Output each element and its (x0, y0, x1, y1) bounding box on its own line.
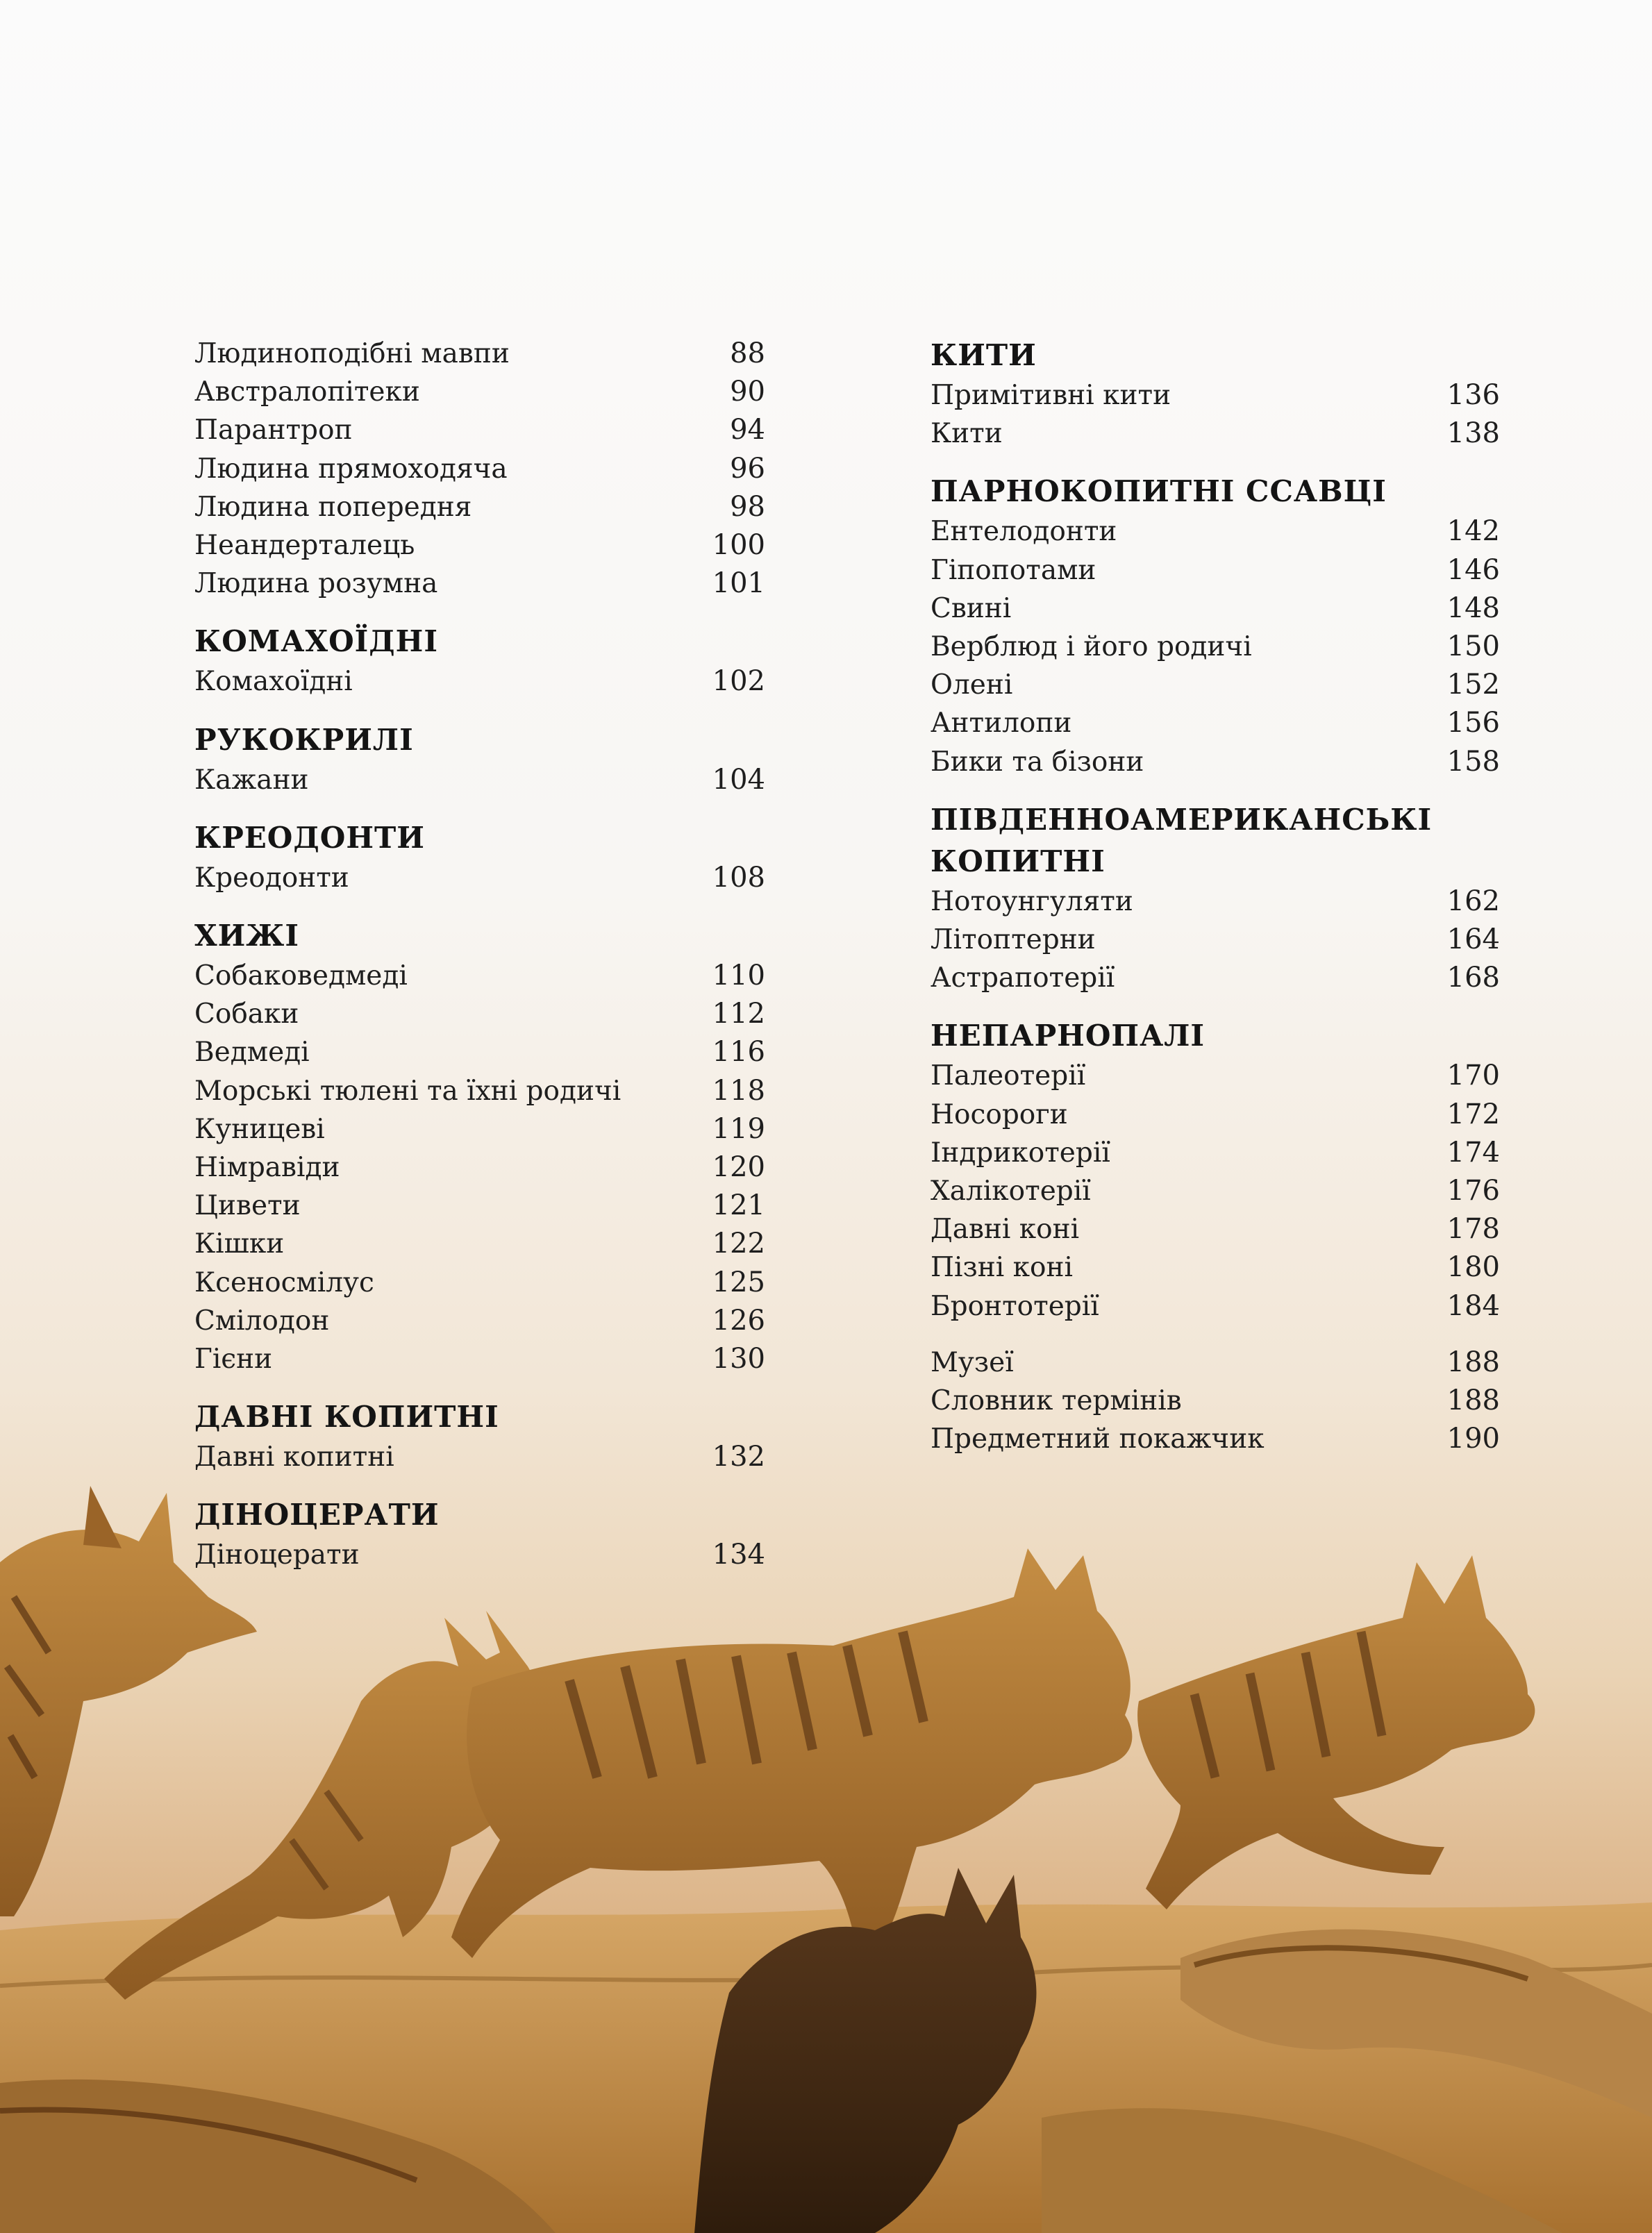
page-number: 90 (730, 376, 765, 408)
page-number: 119 (712, 1112, 765, 1145)
toc-entry[interactable] (194, 1340, 765, 1378)
page-number: 170 (1446, 1060, 1500, 1092)
entry-label: Собаки (194, 998, 299, 1030)
toc-entry[interactable] (931, 376, 1500, 415)
page-number: 164 (1446, 923, 1500, 956)
toc-entry[interactable] (194, 957, 765, 995)
page-number: 118 (712, 1074, 765, 1107)
page-number: 120 (712, 1151, 765, 1184)
toc-entry[interactable] (931, 666, 1500, 704)
toc-entry[interactable] (194, 1187, 765, 1225)
page-number: 176 (1446, 1175, 1500, 1207)
entry-label: Давні коні (931, 1214, 1080, 1246)
toc-entry[interactable] (194, 1438, 765, 1476)
toc-section (931, 1344, 1500, 1459)
toc-section (931, 471, 1500, 780)
toc-entry[interactable] (194, 526, 765, 564)
section-title: ХИЖІ (194, 919, 300, 953)
entry-label: Кішки (194, 1228, 285, 1260)
toc-entry[interactable] (194, 1072, 765, 1110)
page-number: 112 (712, 998, 765, 1030)
entry-label: Парантроп (194, 415, 353, 446)
page-number: 172 (1446, 1098, 1500, 1130)
toc-entry[interactable] (194, 1264, 765, 1302)
toc-entry[interactable] (931, 743, 1500, 781)
entry-label: Діноцерати (194, 1539, 360, 1571)
toc-entry[interactable] (194, 564, 765, 603)
page-number: 162 (1446, 885, 1500, 917)
toc-section (194, 817, 765, 897)
page-number: 104 (712, 763, 765, 796)
entry-label: Свині (931, 592, 1012, 624)
entry-label: Словник термінів (931, 1385, 1182, 1417)
entry-label: Палеотерії (931, 1060, 1086, 1092)
hyena-center-icon (451, 1548, 1132, 1965)
page-number: 122 (712, 1228, 765, 1260)
entry-label: Ведмеді (194, 1037, 310, 1069)
toc-entry[interactable] (194, 761, 765, 799)
section-title: КИТИ (931, 338, 1037, 372)
page-number: 116 (712, 1036, 765, 1069)
entry-label: Морські тюлені та їхні родичі (194, 1075, 621, 1107)
page-number: 190 (1446, 1423, 1500, 1455)
toc-entry[interactable] (931, 959, 1500, 997)
entry-label: Примітивні кити (931, 380, 1171, 411)
toc-entry[interactable] (194, 335, 765, 373)
entry-label: Носороги (931, 1098, 1068, 1130)
toc-entry[interactable] (931, 628, 1500, 666)
toc-entry[interactable] (194, 1110, 765, 1148)
page-number: 88 (730, 337, 765, 369)
entry-label: Людина розумна (194, 568, 438, 600)
entry-label: Комахоїдні (194, 666, 353, 698)
entry-label: Музеї (931, 1346, 1014, 1378)
section-title: ДІНОЦЕРАТИ (194, 1498, 440, 1532)
toc-section (194, 915, 765, 1378)
entry-label: Куницеві (194, 1113, 325, 1145)
section-title: ПАРНОКОПИТНІ ССАВЦІ (931, 474, 1387, 509)
toc-entry[interactable] (931, 1057, 1500, 1095)
toc-entry[interactable] (931, 1344, 1500, 1382)
toc-entry[interactable] (194, 859, 765, 897)
entry-label: Олені (931, 669, 1013, 701)
toc-section (194, 1396, 765, 1476)
section-title: КРЕОДОНТИ (194, 820, 425, 855)
page-number: 125 (712, 1266, 765, 1298)
entry-label: Креодонти (194, 862, 349, 894)
entry-label: Астрапотерії (931, 962, 1115, 994)
page-number: 98 (730, 490, 765, 523)
section-title: ПІВДЕННОАМЕРИКАНСЬКІ КОПИТНІ (931, 802, 1433, 878)
entry-label: Кажани (194, 764, 309, 796)
page-number: 188 (1446, 1346, 1500, 1378)
page-number: 94 (730, 414, 765, 446)
entry-label: Ентелодонти (931, 516, 1117, 548)
entry-label: Предметний покажчик (931, 1423, 1265, 1455)
toc-entry[interactable] (194, 1302, 765, 1340)
toc-entry[interactable] (931, 883, 1500, 921)
entry-label: Давні копитні (194, 1441, 394, 1473)
entry-label: Австралопітеки (194, 376, 420, 408)
page-number: 184 (1446, 1289, 1500, 1322)
entry-label: Кити (931, 418, 1003, 450)
hyena-right-icon (1137, 1555, 1535, 1909)
toc-entry[interactable] (931, 1096, 1500, 1134)
toc-entry[interactable] (931, 1382, 1500, 1420)
page-number: 121 (712, 1189, 765, 1222)
page-number: 136 (1446, 379, 1500, 411)
toc-entry[interactable] (931, 415, 1500, 453)
entry-label: Собаковедмеді (194, 960, 408, 992)
page-number: 130 (712, 1343, 765, 1375)
toc-entry[interactable] (931, 1210, 1500, 1248)
page-number: 134 (712, 1539, 765, 1571)
page-number: 168 (1446, 962, 1500, 994)
entry-label: Ксеносмілус (194, 1266, 374, 1298)
page-number: 96 (730, 452, 765, 485)
page-number: 110 (712, 960, 765, 992)
toc-column-left (194, 335, 765, 1575)
toc-column-right (931, 335, 1500, 1458)
entry-label: Німравіди (194, 1152, 340, 1184)
page-number: 132 (712, 1441, 765, 1473)
entry-label: Літоптерни (931, 924, 1096, 956)
toc-entry[interactable] (931, 1248, 1500, 1287)
toc-section (194, 719, 765, 799)
page-number: 148 (1446, 592, 1500, 624)
page-number: 126 (712, 1304, 765, 1337)
toc-entry[interactable] (931, 1134, 1500, 1172)
toc-entry[interactable] (194, 1225, 765, 1263)
entry-label: Пізні коні (931, 1252, 1073, 1284)
page-number: 174 (1446, 1136, 1500, 1169)
page-number: 188 (1446, 1385, 1500, 1417)
section-title: КОМАХОЇДНІ (194, 624, 438, 659)
section-title: ДАВНІ КОПИТНІ (194, 1400, 499, 1435)
toc-entry[interactable] (194, 411, 765, 449)
toc-entry[interactable] (194, 373, 765, 411)
toc-section (194, 621, 765, 701)
toc-entry[interactable] (194, 450, 765, 488)
page-number: 180 (1446, 1251, 1500, 1284)
toc-entry[interactable] (931, 704, 1500, 742)
page-number: 178 (1446, 1213, 1500, 1246)
entry-label: Верблюд і його родичі (931, 631, 1252, 663)
section-title: НЕПАРНОПАЛІ (931, 1019, 1205, 1053)
page-number: 138 (1446, 417, 1500, 450)
entry-label: Смілодон (194, 1305, 330, 1337)
toc-entry[interactable] (931, 1172, 1500, 1210)
page-number: 101 (712, 567, 765, 600)
entry-label: Бронтотерії (931, 1290, 1099, 1322)
entry-label: Цивети (194, 1190, 301, 1222)
entry-label: Неандерталець (194, 530, 415, 562)
toc-section (194, 335, 765, 603)
page-number: 142 (1446, 515, 1500, 548)
page-number: 108 (712, 861, 765, 894)
entry-label: Бики та бізони (931, 746, 1144, 778)
section-title: РУКОКРИЛІ (194, 722, 414, 757)
toc-entry[interactable] (931, 512, 1500, 551)
page-number: 152 (1446, 669, 1500, 701)
toc-entry[interactable] (931, 551, 1500, 589)
toc-entry[interactable] (194, 488, 765, 526)
toc-entry[interactable] (194, 1033, 765, 1071)
page-number: 150 (1446, 630, 1500, 663)
page-number: 146 (1446, 553, 1500, 586)
toc-entry[interactable] (931, 1420, 1500, 1458)
toc-entry[interactable] (931, 1287, 1500, 1325)
toc-entry[interactable] (194, 662, 765, 701)
toc-section (931, 335, 1500, 453)
entry-label: Антилопи (931, 708, 1072, 739)
toc-entry[interactable] (931, 921, 1500, 959)
entry-label: Гіпопотами (931, 554, 1096, 586)
entry-label: Халікотерії (931, 1176, 1091, 1207)
toc-entry[interactable] (931, 589, 1500, 628)
entry-label: Гієни (194, 1344, 273, 1375)
toc-section (931, 1015, 1500, 1325)
entry-label: Людина попередня (194, 491, 472, 523)
toc-section (931, 799, 1500, 998)
toc-section (194, 1494, 765, 1574)
page-number: 100 (712, 529, 765, 562)
toc-entry[interactable] (194, 1148, 765, 1187)
toc-entry[interactable] (194, 995, 765, 1033)
page-number: 102 (712, 665, 765, 698)
entry-label: Нотоунгуляти (931, 885, 1133, 917)
entry-label: Людина прямоходяча (194, 453, 508, 485)
page-number: 156 (1446, 707, 1500, 739)
entry-label: Індрикотерії (931, 1137, 1110, 1169)
page-number: 158 (1446, 745, 1500, 778)
entry-label: Людиноподібні мавпи (194, 338, 510, 369)
toc-entry[interactable] (194, 1536, 765, 1574)
